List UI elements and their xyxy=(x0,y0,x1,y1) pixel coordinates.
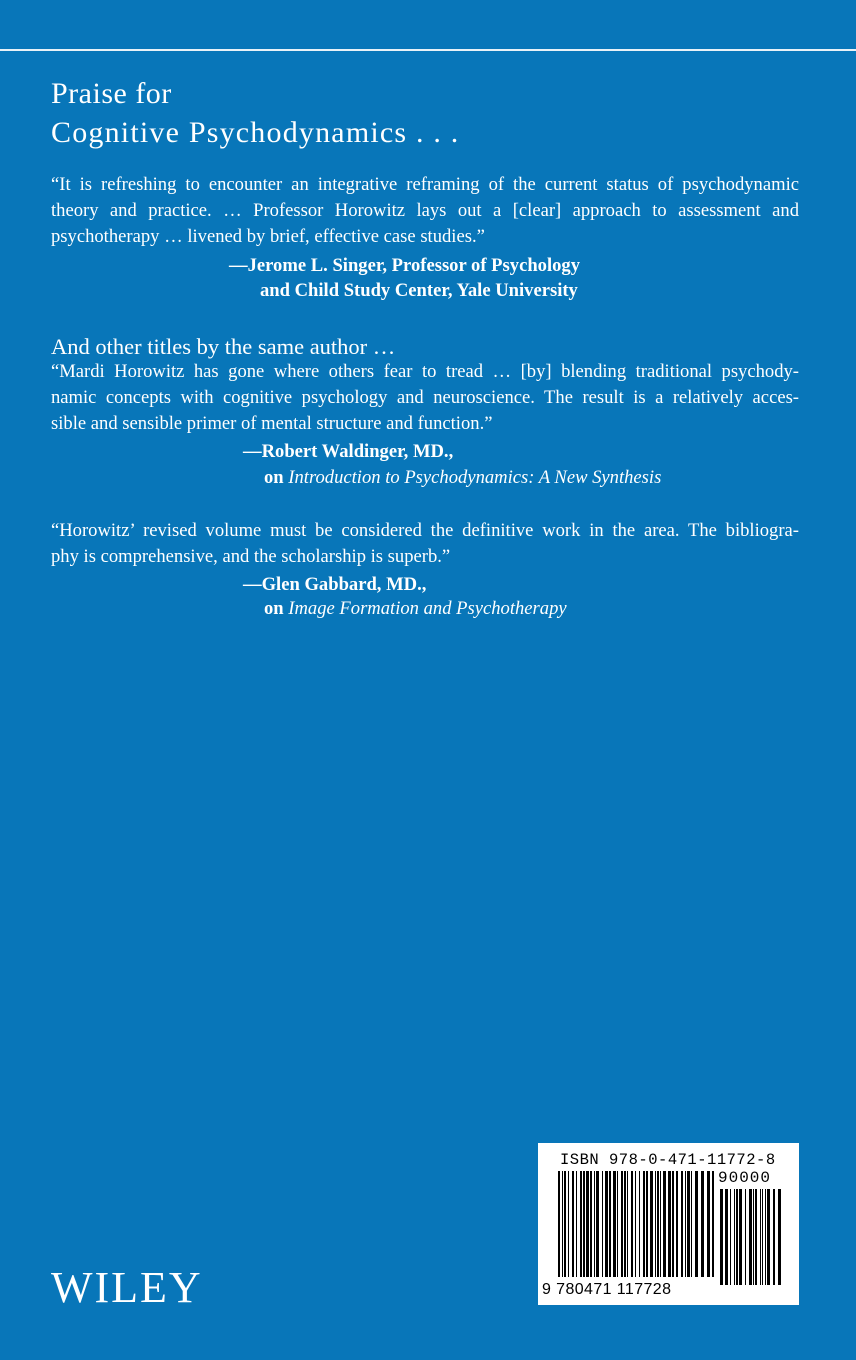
barcode-bar xyxy=(562,1171,563,1277)
barcode-bar xyxy=(596,1171,599,1277)
barcode-bar xyxy=(672,1171,674,1277)
barcode-bar xyxy=(687,1171,690,1277)
book-title: Introduction to Psychodynamics: A New Synthesis xyxy=(288,467,662,488)
other-titles-heading: And other titles by the same author … xyxy=(51,334,396,359)
quote-line: phy is comprehensive, and the scholarship is superb.” xyxy=(51,546,451,567)
quote-line: “Horowitz’ revised volume must be considered the definitive work in the area. The bibliogra- xyxy=(51,520,799,541)
barcode-bar xyxy=(639,1171,640,1277)
quote-line: “Mardi Horowitz has gone where others fear to tread … [by] blending traditional psychody- xyxy=(51,361,799,382)
barcode-bar xyxy=(736,1189,738,1285)
barcode-bar xyxy=(676,1171,678,1277)
barcode-bar xyxy=(558,1171,560,1277)
barcode-bar xyxy=(660,1171,661,1277)
isbn-barcode xyxy=(538,1143,799,1305)
barcode-bar xyxy=(730,1189,731,1285)
barcode-bar xyxy=(691,1171,692,1277)
barcode-bar xyxy=(576,1171,577,1277)
attribution-on: on xyxy=(264,467,284,488)
barcode-bar xyxy=(695,1171,698,1277)
barcode-bar xyxy=(586,1171,589,1277)
barcode-bar xyxy=(631,1171,633,1277)
quote-line: theory and practice. … Professor Horowitz lays out a [clear] approach to assessment and xyxy=(51,200,799,221)
barcode-bar xyxy=(745,1189,746,1285)
quote-line: namic concepts with cognitive psychology and neuroscience. The result is a relatively acces- xyxy=(51,387,799,408)
wiley-logo: WILEY xyxy=(51,1263,203,1312)
barcode-bar xyxy=(760,1189,761,1285)
book-title: Image Formation and Psychotherapy xyxy=(288,598,567,619)
barcode-bar xyxy=(767,1189,770,1285)
barcode-bar xyxy=(594,1171,595,1277)
barcode-bar xyxy=(609,1171,611,1277)
ean-digits: 9 780471 117728 xyxy=(542,1281,672,1298)
isbn-label: ISBN 978-0-471-11772-8 xyxy=(560,1151,776,1169)
barcode-bar xyxy=(617,1171,618,1277)
barcode-bar xyxy=(765,1189,766,1285)
attribution-waldinger-name: —Robert Waldinger, MD., xyxy=(243,441,454,462)
attribution-gabbard-title xyxy=(264,596,567,622)
barcode-bar xyxy=(778,1189,781,1285)
barcode-bar xyxy=(568,1171,569,1277)
quote-line: psychotherapy … livened by brief, effective case studies.” xyxy=(51,226,485,247)
barcode-bar xyxy=(701,1171,704,1277)
barcode-bar xyxy=(646,1171,648,1277)
heading-line-1: Praise for xyxy=(51,77,172,110)
barcode-bar xyxy=(650,1171,653,1277)
barcode-bar xyxy=(655,1171,656,1277)
barcode-bar xyxy=(753,1189,754,1285)
barcode-bar xyxy=(580,1171,582,1277)
barcode-bar xyxy=(755,1189,757,1285)
attribution-singer-1: —Jerome L. Singer, Professor of Psychology xyxy=(229,255,581,276)
top-rule xyxy=(0,49,856,51)
attribution-gabbard-name: —Glen Gabbard, MD., xyxy=(243,574,427,595)
barcode-bar xyxy=(720,1189,723,1285)
barcode-bar xyxy=(707,1171,710,1277)
barcode-bar xyxy=(643,1171,645,1277)
quote-line: sible and sensible primer of mental structure and function.” xyxy=(51,413,493,434)
attribution-on: on xyxy=(264,598,284,619)
barcode-bar xyxy=(621,1171,623,1277)
barcode-bar xyxy=(572,1171,574,1277)
barcode-bar xyxy=(627,1171,628,1277)
quote-gabbard xyxy=(51,518,799,570)
barcode-bar xyxy=(564,1171,566,1277)
barcode-bar xyxy=(635,1171,636,1277)
barcode-bar xyxy=(624,1171,626,1277)
barcode-bar xyxy=(657,1171,659,1277)
barcode-bar xyxy=(762,1189,763,1285)
barcode-bar xyxy=(725,1189,728,1285)
barcode-bar xyxy=(773,1189,775,1285)
barcode-bar xyxy=(602,1171,603,1277)
barcode-bar xyxy=(663,1171,666,1277)
heading-line-2: Cognitive Psychodynamics . . . xyxy=(51,116,460,149)
barcode-bar xyxy=(605,1171,608,1277)
attribution-singer-2: and Child Study Center, Yale University xyxy=(260,280,578,301)
barcode-bar xyxy=(739,1189,742,1285)
quote-waldinger xyxy=(51,359,799,437)
price-code: 90000 xyxy=(718,1169,772,1187)
praise-heading xyxy=(51,74,459,152)
barcode-bar xyxy=(749,1189,752,1285)
barcode-bar xyxy=(613,1171,616,1277)
barcode-bar xyxy=(668,1171,671,1277)
attribution-waldinger-title xyxy=(264,465,661,491)
barcode-bar xyxy=(681,1171,683,1277)
quote-line: “It is refreshing to encounter an integrative reframing of the current status of psychodynamic xyxy=(51,174,799,195)
barcode-bar xyxy=(734,1189,735,1285)
barcode-bar xyxy=(685,1171,686,1277)
barcode-bar xyxy=(583,1171,585,1277)
quote-singer xyxy=(51,172,799,250)
barcode-bar xyxy=(590,1171,592,1277)
barcode-bar xyxy=(712,1171,714,1277)
